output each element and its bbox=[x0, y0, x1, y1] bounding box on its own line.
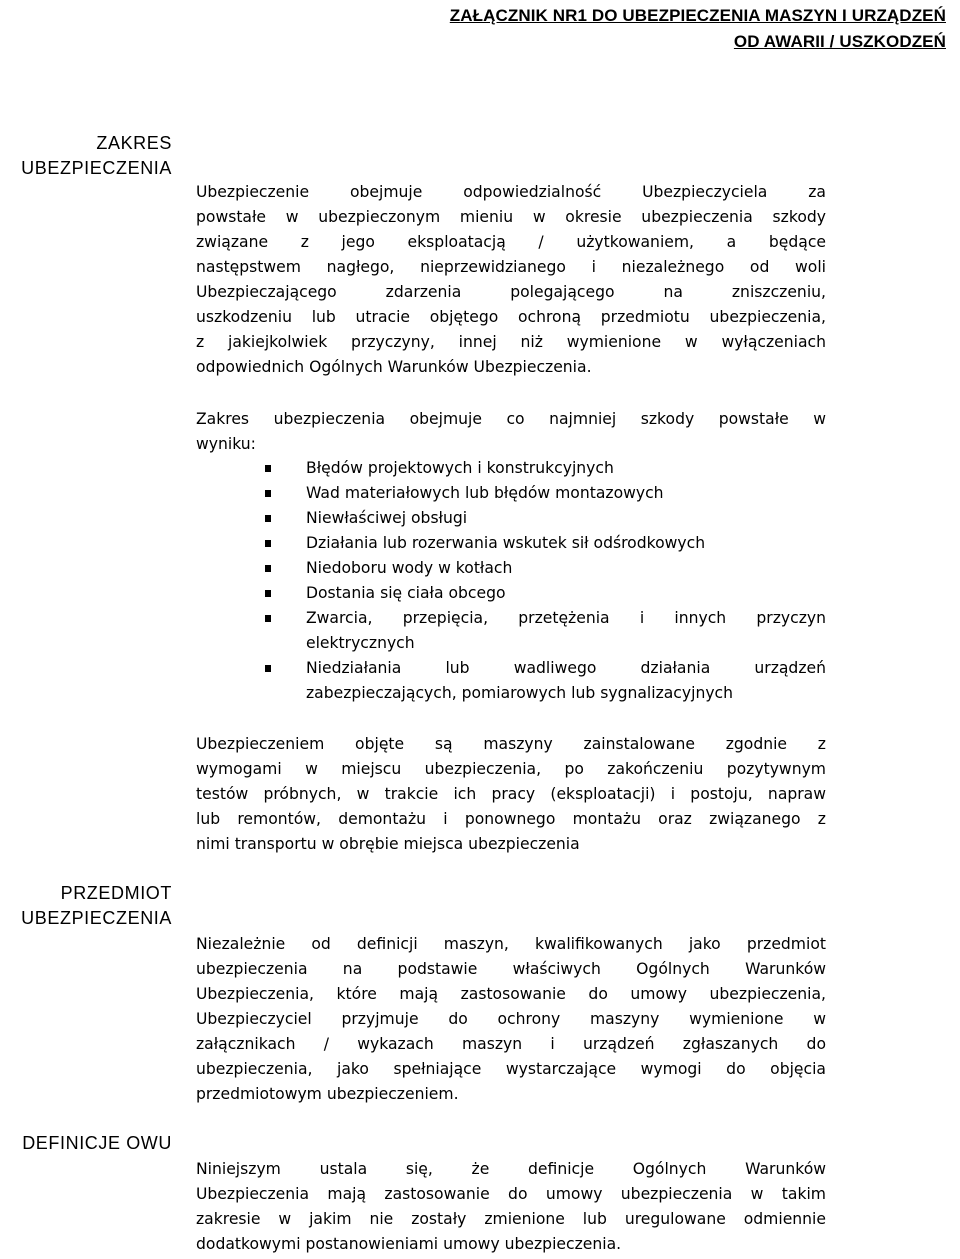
paragraph-line: Niniejszym ustala się, że definicje Ogólnych Warunków bbox=[196, 1160, 826, 1178]
bullet-item bbox=[262, 456, 826, 481]
paragraph-line: Ubezpieczającego zdarzenia polegającego na zniszczeniu, bbox=[196, 283, 826, 301]
paragraph-line: Niezależnie od definicji maszyn, kwalifikowanych jako przedmiot bbox=[196, 935, 826, 953]
bullet-item-text: Wad materiałowych lub błędów montazowych bbox=[306, 484, 664, 502]
zakres-paragraph-3 bbox=[196, 732, 826, 857]
square-bullet-icon bbox=[265, 465, 271, 472]
bullet-item-text: elektrycznych bbox=[306, 634, 415, 652]
bullet-item bbox=[262, 506, 826, 531]
bullet-item-text: Działania lub rozerwania wskutek sił odśrodkowych bbox=[306, 534, 706, 552]
paragraph-line: przedmiotowym ubezpieczeniem. bbox=[196, 1085, 459, 1103]
section-label-definicje-line1: DEFINICJE OWU bbox=[22, 1133, 172, 1153]
document-title-line1: ZAŁĄCZNIK NR1 DO UBEZPIECZENIA MASZYN I URZĄDZEŃ bbox=[449, 6, 946, 25]
paragraph-line: Zakres ubezpieczenia obejmuje co najmniej szkody powstałe w bbox=[196, 410, 826, 428]
paragraph-line: testów próbnych, w trakcie ich pracy (eksploatacji) i postoju, napraw bbox=[196, 785, 826, 803]
section-label-zakres-line1: ZAKRES bbox=[96, 133, 172, 153]
square-bullet-icon bbox=[265, 490, 271, 497]
bullet-item-text: Niewłaściwej obsługi bbox=[306, 509, 468, 527]
paragraph-line: powstałe w ubezpieczonym mieniu w okresie ubezpieczenia szkody bbox=[196, 208, 826, 226]
bullet-item bbox=[262, 606, 826, 656]
paragraph-line: lub remontów, demontażu i ponownego montażu oraz związanego z bbox=[196, 810, 826, 828]
paragraph-line: odpowiednich Ogólnych Warunków Ubezpieczenia. bbox=[196, 358, 592, 376]
paragraph-line: z jakiejkolwiek przyczyny, innej niż wymienione w wyłączeniach bbox=[196, 333, 826, 351]
section-label-przedmiot-line1: PRZEDMIOT bbox=[60, 883, 172, 903]
bullet-item-text: Dostania się ciała obcego bbox=[306, 584, 506, 602]
paragraph-line: Ubezpieczenie obejmuje odpowiedzialność Ubezpieczyciela za bbox=[196, 183, 826, 201]
przedmiot-paragraph bbox=[196, 932, 826, 1107]
definicje-paragraph bbox=[196, 1157, 826, 1257]
bullet-item-text: zabezpieczających, pomiarowych lub sygnalizacyjnych bbox=[306, 684, 734, 702]
square-bullet-icon bbox=[265, 590, 271, 597]
paragraph-line: Ubezpieczenia mają zastosowanie do umowy ubezpieczenia w takim bbox=[196, 1185, 826, 1203]
paragraph-line: Ubezpieczyciel przyjmuje do ochrony maszyny wymienione w bbox=[196, 1010, 826, 1028]
section-label-przedmiot-line2: UBEZPIECZENIA bbox=[21, 908, 172, 928]
paragraph-line: załącznikach / wykazach maszyn i urządzeń zgłaszanych do bbox=[196, 1035, 826, 1053]
zakres-paragraph-1 bbox=[196, 180, 826, 380]
section-label-zakres bbox=[0, 131, 172, 181]
square-bullet-icon bbox=[265, 540, 271, 547]
square-bullet-icon bbox=[265, 565, 271, 572]
square-bullet-icon bbox=[265, 615, 271, 622]
paragraph-line: ubezpieczenia, jako spełniające wystarczające wymogi do objęcia bbox=[196, 1060, 826, 1078]
paragraph-line: ubezpieczenia na podstawie właściwych Ogólnych Warunków bbox=[196, 960, 826, 978]
bullet-item-text: Zwarcia, przepięcia, przetężenia i innych przyczyn bbox=[306, 609, 826, 627]
square-bullet-icon bbox=[265, 665, 271, 672]
section-label-definicje bbox=[0, 1131, 172, 1156]
paragraph-line: Ubezpieczeniem objęte są maszyny zainstalowane zgodnie z bbox=[196, 735, 826, 753]
square-bullet-icon bbox=[265, 515, 271, 522]
paragraph-line: uszkodzeniu lub utracie objętego ochroną przedmiotu ubezpieczenia, bbox=[196, 308, 826, 326]
paragraph-line: dodatkowymi postanowieniami umowy ubezpieczenia. bbox=[196, 1235, 622, 1253]
paragraph-line: związane z jego eksploatacją / użytkowaniem, a będące bbox=[196, 233, 826, 251]
bullet-item-text: Niedziałania lub wadliwego działania urządzeń bbox=[306, 659, 826, 677]
section-label-zakres-line2: UBEZPIECZENIA bbox=[21, 158, 172, 178]
paragraph-line: nimi transportu w obrębie miejsca ubezpieczenia bbox=[196, 835, 580, 853]
zakres-paragraph-2 bbox=[196, 407, 826, 457]
bullet-item bbox=[262, 581, 826, 606]
zakres-bullet-list bbox=[262, 456, 826, 706]
paragraph-line: wyniku: bbox=[196, 435, 256, 453]
paragraph-line: wymogami w miejscu ubezpieczenia, po zakończeniu pozytywnym bbox=[196, 760, 826, 778]
bullet-item bbox=[262, 531, 826, 556]
bullet-item bbox=[262, 481, 826, 506]
bullet-item bbox=[262, 556, 826, 581]
document-title-line2: OD AWARII / USZKODZEŃ bbox=[733, 32, 946, 51]
bullet-item-text: Błędów projektowych i konstrukcyjnych bbox=[306, 459, 614, 477]
paragraph-line: następstwem nagłego, nieprzewidzianego i niezależnego od woli bbox=[196, 258, 826, 276]
paragraph-line: zakresie w jakim nie zostały zmienione lub uregulowane odmiennie bbox=[196, 1210, 826, 1228]
bullet-item bbox=[262, 656, 826, 706]
bullet-item-text: Niedoboru wody w kotłach bbox=[306, 559, 513, 577]
section-label-przedmiot bbox=[0, 881, 172, 931]
paragraph-line: Ubezpieczenia, które mają zastosowanie do umowy ubezpieczenia, bbox=[196, 985, 826, 1003]
